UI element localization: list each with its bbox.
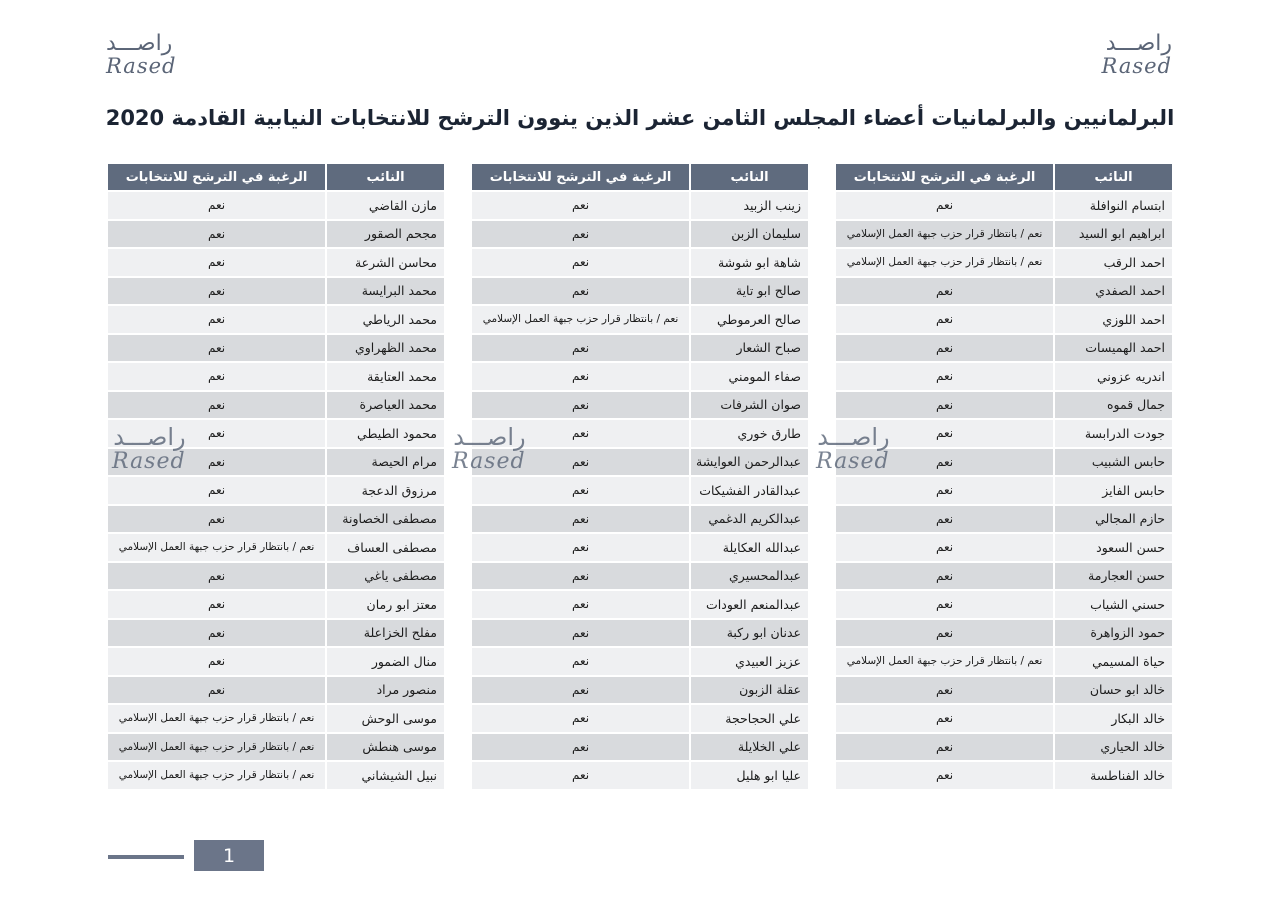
- table-row: [472, 477, 808, 504]
- table-row: [472, 192, 808, 219]
- table-row: [472, 534, 808, 561]
- mp-name-cell: جودت الدرابسة: [1055, 420, 1172, 447]
- table-header-row: [108, 164, 444, 190]
- column-header-mp-name: النائب: [691, 164, 808, 190]
- rased-watermark-arabic: راصـــد: [453, 423, 526, 451]
- candidacy-desire-cell: نعم / بانتظار قرار حزب جبهة العمل الإسلامي: [108, 534, 325, 561]
- mp-name-cell: حسن السعود: [1055, 534, 1172, 561]
- candidacy-desire-cell: نعم: [108, 335, 325, 362]
- mp-name-cell: عبدالمحسيري: [691, 563, 808, 590]
- mp-name-cell: صالح العرموطي: [691, 306, 808, 333]
- candidacy-desire-cell: نعم: [472, 677, 689, 704]
- table-row: [108, 249, 444, 276]
- rased-logo-arabic: راصـــد: [1105, 31, 1172, 56]
- table-row: [836, 392, 1172, 419]
- candidacy-desire-cell: نعم: [472, 335, 689, 362]
- mp-name-cell: شاهة ابو شوشة: [691, 249, 808, 276]
- table-row: [472, 420, 808, 447]
- candidacy-desire-cell: نعم: [108, 677, 325, 704]
- mp-name-cell: حابس الفايز: [1055, 477, 1172, 504]
- mp-name-cell: مصطفى الخصاونة: [327, 506, 444, 533]
- candidacy-desire-cell: نعم: [472, 192, 689, 219]
- table-row: [836, 534, 1172, 561]
- candidacy-desire-cell: نعم: [108, 563, 325, 590]
- column-header-mp-name: النائب: [327, 164, 444, 190]
- candidacy-desire-cell: نعم: [472, 249, 689, 276]
- mp-name-cell: عقلة الزبون: [691, 677, 808, 704]
- candidacy-desire-cell: نعم: [836, 420, 1053, 447]
- rased-watermark-latin: Rased: [112, 449, 186, 475]
- table-row: [108, 534, 444, 561]
- candidacy-desire-cell: نعم: [472, 620, 689, 647]
- mp-name-cell: خالد الحياري: [1055, 734, 1172, 761]
- candidacy-desire-cell: نعم: [108, 620, 325, 647]
- candidacy-desire-cell: نعم / بانتظار قرار حزب جبهة العمل الإسلامي: [108, 762, 325, 789]
- mp-name-cell: منال الضمور: [327, 648, 444, 675]
- column-header-candidacy-desire: الرغبة في الترشح للانتخابات: [108, 164, 325, 190]
- candidacy-desire-cell: نعم: [836, 705, 1053, 732]
- table-row: [108, 563, 444, 590]
- mp-name-cell: صالح ابو تاية: [691, 278, 808, 305]
- table-row: [472, 620, 808, 647]
- candidacy-desire-cell: نعم / بانتظار قرار حزب جبهة العمل الإسلامي: [836, 648, 1053, 675]
- candidacy-desire-cell: نعم: [836, 620, 1053, 647]
- mp-name-cell: عدنان ابو ركبة: [691, 620, 808, 647]
- column-header-candidacy-desire: الرغبة في الترشح للانتخابات: [836, 164, 1053, 190]
- mp-name-cell: اندريه عزوني: [1055, 363, 1172, 390]
- table-row: [836, 477, 1172, 504]
- mp-name-cell: احمد الهميسات: [1055, 335, 1172, 362]
- table-row: [108, 477, 444, 504]
- mp-name-cell: عبدالرحمن العوايشة: [691, 449, 808, 476]
- candidacy-desire-cell: نعم: [472, 477, 689, 504]
- mp-name-cell: محمد العتايقة: [327, 363, 444, 390]
- table-row: [472, 591, 808, 618]
- candidacy-desire-cell: نعم / بانتظار قرار حزب جبهة العمل الإسلامي: [472, 306, 689, 333]
- mp-name-cell: مرام الحيصة: [327, 449, 444, 476]
- mp-table-right: [836, 164, 1172, 791]
- mp-name-cell: سليمان الزبن: [691, 221, 808, 248]
- table-row: [108, 620, 444, 647]
- table-row: [836, 363, 1172, 390]
- table-row: [472, 762, 808, 789]
- mp-name-cell: صفاء المومني: [691, 363, 808, 390]
- mp-name-cell: احمد اللوزي: [1055, 306, 1172, 333]
- candidacy-desire-cell: نعم / بانتظار قرار حزب جبهة العمل الإسلامي: [836, 249, 1053, 276]
- rased-logo-top-right: [1070, 32, 1172, 77]
- column-header-candidacy-desire: الرغبة في الترشح للانتخابات: [472, 164, 689, 190]
- candidacy-desire-cell: نعم: [108, 192, 325, 219]
- table-row: [108, 392, 444, 419]
- mp-name-cell: صباح الشعار: [691, 335, 808, 362]
- mp-table-left: [108, 164, 444, 791]
- table-row: [836, 591, 1172, 618]
- table-row: [472, 506, 808, 533]
- mp-name-cell: خالد البكار: [1055, 705, 1172, 732]
- table-row: [836, 306, 1172, 333]
- table-header-row: [472, 164, 808, 190]
- mp-name-cell: مازن القاضي: [327, 192, 444, 219]
- page-title: البرلمانيين والبرلمانيات أعضاء المجلس الثامن عشر الذين ينوون الترشح للانتخابات النيابية القادمة 2020: [105, 106, 1175, 130]
- table-row: [108, 306, 444, 333]
- candidacy-desire-cell: نعم: [108, 221, 325, 248]
- mp-name-cell: معتز ابو رمان: [327, 591, 444, 618]
- mp-name-cell: منصور مراد: [327, 677, 444, 704]
- candidacy-desire-cell: نعم: [472, 363, 689, 390]
- mp-name-cell: خالد ابو حسان: [1055, 677, 1172, 704]
- mp-name-cell: حياة المسيمي: [1055, 648, 1172, 675]
- table-row: [108, 734, 444, 761]
- candidacy-desire-cell: نعم: [472, 591, 689, 618]
- candidacy-desire-cell: نعم: [836, 762, 1053, 789]
- rased-watermark-latin: Rased: [816, 449, 890, 475]
- mp-name-cell: ابراهيم ابو السيد: [1055, 221, 1172, 248]
- table-row: [108, 363, 444, 390]
- table-row: [836, 705, 1172, 732]
- candidacy-desire-cell: نعم: [836, 534, 1053, 561]
- mp-name-cell: علي الخلايلة: [691, 734, 808, 761]
- table-header-row: [836, 164, 1172, 190]
- candidacy-desire-cell: نعم: [472, 221, 689, 248]
- table-row: [472, 278, 808, 305]
- table-row: [836, 620, 1172, 647]
- mp-name-cell: مصطفى ياغي: [327, 563, 444, 590]
- rased-watermark-arabic: راصـــد: [817, 423, 890, 451]
- mp-name-cell: احمد الرقب: [1055, 249, 1172, 276]
- table-row: [108, 221, 444, 248]
- table-row: [836, 449, 1172, 476]
- table-row: [108, 677, 444, 704]
- mp-name-cell: محمود الطيطي: [327, 420, 444, 447]
- candidacy-desire-cell: نعم: [836, 477, 1053, 504]
- mp-name-cell: محمد العياصرة: [327, 392, 444, 419]
- table-row: [472, 563, 808, 590]
- candidacy-desire-cell: نعم: [108, 477, 325, 504]
- table-row: [472, 734, 808, 761]
- candidacy-desire-cell: نعم: [472, 449, 689, 476]
- mp-name-cell: محمد البرايسة: [327, 278, 444, 305]
- candidacy-desire-cell: نعم: [108, 249, 325, 276]
- mp-name-cell: عبدالقادر الفشيكات: [691, 477, 808, 504]
- candidacy-desire-cell: نعم: [108, 506, 325, 533]
- candidacy-desire-cell: نعم: [472, 420, 689, 447]
- mp-name-cell: حسني الشياب: [1055, 591, 1172, 618]
- candidacy-desire-cell: نعم: [472, 705, 689, 732]
- mp-name-cell: مرزوق الدعجة: [327, 477, 444, 504]
- candidacy-desire-cell: نعم: [472, 534, 689, 561]
- candidacy-desire-cell: نعم: [836, 192, 1053, 219]
- table-row: [472, 449, 808, 476]
- candidacy-desire-cell: نعم: [472, 648, 689, 675]
- page-number-badge: 1: [194, 840, 264, 871]
- table-row: [836, 249, 1172, 276]
- table-row: [472, 677, 808, 704]
- candidacy-desire-cell: نعم: [108, 591, 325, 618]
- candidacy-desire-cell: نعم: [836, 306, 1053, 333]
- table-row: [472, 221, 808, 248]
- table-row: [108, 705, 444, 732]
- table-row: [836, 221, 1172, 248]
- column-header-mp-name: النائب: [1055, 164, 1172, 190]
- table-row: [836, 335, 1172, 362]
- mp-name-cell: حمود الزواهرة: [1055, 620, 1172, 647]
- mp-name-cell: موسى هنطش: [327, 734, 444, 761]
- table-row: [472, 648, 808, 675]
- candidacy-desire-cell: نعم: [108, 278, 325, 305]
- table-row: [836, 734, 1172, 761]
- candidacy-desire-cell: نعم: [472, 734, 689, 761]
- table-row: [836, 563, 1172, 590]
- table-row: [836, 762, 1172, 789]
- mp-name-cell: عبدالمنعم العودات: [691, 591, 808, 618]
- mp-name-cell: عزيز العبيدي: [691, 648, 808, 675]
- rased-logo-latin: Rased: [106, 54, 177, 79]
- candidacy-desire-cell: نعم: [108, 392, 325, 419]
- candidacy-desire-cell: نعم / بانتظار قرار حزب جبهة العمل الإسلامي: [108, 705, 325, 732]
- table-row: [836, 506, 1172, 533]
- candidacy-desire-cell: نعم / بانتظار قرار حزب جبهة العمل الإسلامي: [108, 734, 325, 761]
- table-row: [836, 192, 1172, 219]
- rased-watermark-arabic: راصـــد: [113, 423, 186, 451]
- mp-name-cell: موسى الوحش: [327, 705, 444, 732]
- table-row: [108, 420, 444, 447]
- candidacy-desire-cell: نعم: [472, 506, 689, 533]
- mp-name-cell: جمال قموه: [1055, 392, 1172, 419]
- candidacy-desire-cell: نعم: [836, 677, 1053, 704]
- mp-name-cell: ابتسام النوافلة: [1055, 192, 1172, 219]
- mp-name-cell: حازم المجالي: [1055, 506, 1172, 533]
- mp-name-cell: محاسن الشرعة: [327, 249, 444, 276]
- table-row: [108, 506, 444, 533]
- candidacy-desire-cell: نعم: [836, 563, 1053, 590]
- candidacy-desire-cell: نعم: [108, 449, 325, 476]
- table-row: [472, 306, 808, 333]
- table-row: [472, 249, 808, 276]
- candidacy-desire-cell: نعم: [836, 363, 1053, 390]
- candidacy-desire-cell: نعم: [108, 306, 325, 333]
- candidacy-desire-cell: نعم: [472, 762, 689, 789]
- mp-name-cell: عبدالكريم الدغمي: [691, 506, 808, 533]
- table-row: [108, 591, 444, 618]
- mp-name-cell: محمد الظهراوي: [327, 335, 444, 362]
- table-row: [108, 762, 444, 789]
- mp-name-cell: مفلح الخزاعلة: [327, 620, 444, 647]
- footer-divider-line: [108, 855, 184, 859]
- table-row: [472, 705, 808, 732]
- mp-name-cell: محمد الرياطي: [327, 306, 444, 333]
- mp-table-middle: [472, 164, 808, 791]
- candidacy-desire-cell: نعم: [836, 335, 1053, 362]
- table-row: [472, 335, 808, 362]
- table-row: [836, 677, 1172, 704]
- mp-name-cell: عبدالله العكايلة: [691, 534, 808, 561]
- candidacy-desire-cell: نعم: [836, 734, 1053, 761]
- mp-name-cell: حابس الشبيب: [1055, 449, 1172, 476]
- candidacy-desire-cell: نعم: [836, 278, 1053, 305]
- mp-name-cell: مصطفى العساف: [327, 534, 444, 561]
- candidacy-desire-cell: نعم / بانتظار قرار حزب جبهة العمل الإسلامي: [836, 221, 1053, 248]
- candidacy-desire-cell: نعم: [108, 363, 325, 390]
- candidacy-desire-cell: نعم: [108, 420, 325, 447]
- candidacy-desire-cell: نعم: [836, 506, 1053, 533]
- candidacy-desire-cell: نعم: [836, 392, 1053, 419]
- table-row: [108, 648, 444, 675]
- tables-container: [108, 164, 1172, 791]
- mp-name-cell: طارق خوري: [691, 420, 808, 447]
- mp-name-cell: عليا ابو هليل: [691, 762, 808, 789]
- candidacy-desire-cell: نعم: [108, 648, 325, 675]
- rased-watermark-latin: Rased: [452, 449, 526, 475]
- mp-name-cell: خالد الفناطسة: [1055, 762, 1172, 789]
- mp-name-cell: علي الحجاحجة: [691, 705, 808, 732]
- mp-name-cell: احمد الصفدي: [1055, 278, 1172, 305]
- table-row: [108, 192, 444, 219]
- table-row: [108, 335, 444, 362]
- mp-name-cell: زينب الزبيد: [691, 192, 808, 219]
- mp-name-cell: مجحم الصقور: [327, 221, 444, 248]
- mp-name-cell: حسن العجارمة: [1055, 563, 1172, 590]
- mp-name-cell: نبيل الشيشاني: [327, 762, 444, 789]
- table-row: [472, 392, 808, 419]
- table-row: [108, 278, 444, 305]
- table-row: [108, 449, 444, 476]
- table-row: [836, 278, 1172, 305]
- candidacy-desire-cell: نعم: [836, 449, 1053, 476]
- rased-logo-top-left: [106, 32, 176, 77]
- candidacy-desire-cell: نعم: [836, 591, 1053, 618]
- candidacy-desire-cell: نعم: [472, 278, 689, 305]
- candidacy-desire-cell: نعم: [472, 563, 689, 590]
- table-row: [472, 363, 808, 390]
- rased-logo-latin: Rased: [1101, 54, 1172, 79]
- table-row: [836, 648, 1172, 675]
- candidacy-desire-cell: نعم: [472, 392, 689, 419]
- mp-name-cell: صوان الشرفات: [691, 392, 808, 419]
- rased-logo-arabic: راصـــد: [106, 31, 173, 56]
- table-row: [836, 420, 1172, 447]
